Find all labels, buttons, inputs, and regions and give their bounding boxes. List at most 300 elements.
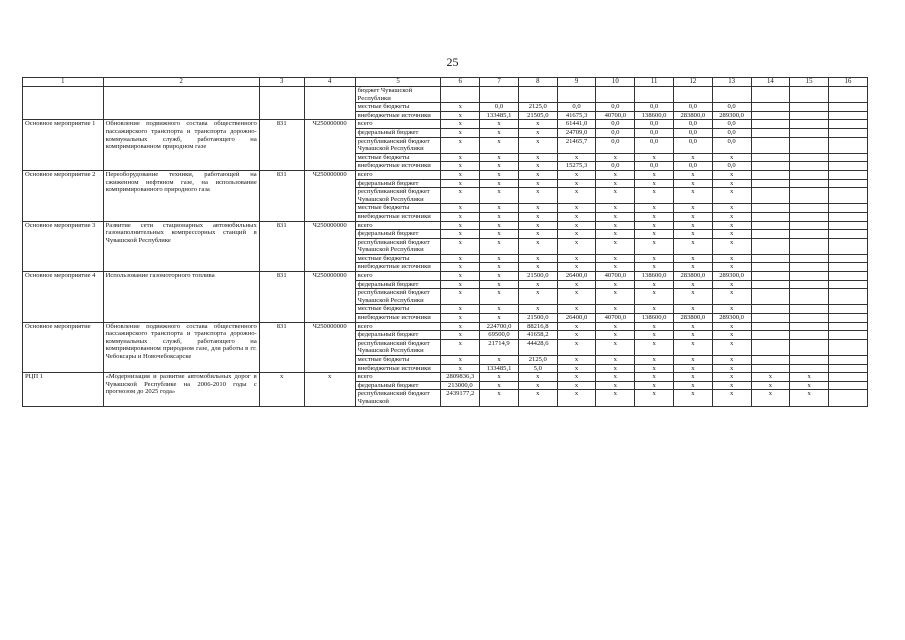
amount-cell: 61441,0 xyxy=(557,120,596,129)
amount-cell: 41658,2 xyxy=(518,331,557,340)
amount-cell: х xyxy=(441,238,480,254)
amount-cell xyxy=(751,153,790,162)
amount-cell xyxy=(829,188,868,204)
amount-cell: 40700,0 xyxy=(596,272,635,281)
funding-source: внебюджетные источники xyxy=(355,111,441,120)
column-number: 9 xyxy=(557,78,596,87)
amount-cell: х xyxy=(635,170,674,179)
amount-cell: х xyxy=(635,305,674,314)
amount-cell: х xyxy=(480,238,519,254)
table-row xyxy=(23,272,868,281)
amount-cell xyxy=(751,263,790,272)
funding-source: местные бюджеты xyxy=(355,153,441,162)
amount-cell: х xyxy=(790,373,829,382)
amount-cell: х xyxy=(557,238,596,254)
amount-cell: х xyxy=(441,128,480,137)
amount-cell xyxy=(751,120,790,129)
amount-cell xyxy=(829,103,868,112)
amount-cell: х xyxy=(635,390,674,406)
amount-cell: х xyxy=(712,153,751,162)
column-number: 15 xyxy=(790,78,829,87)
amount-cell: х xyxy=(635,263,674,272)
amount-cell: х xyxy=(712,289,751,305)
amount-cell: х xyxy=(596,373,635,382)
amount-cell xyxy=(790,254,829,263)
amount-cell: х xyxy=(518,390,557,406)
amount-cell: х xyxy=(441,137,480,153)
funding-source: всего xyxy=(355,373,441,382)
amount-cell xyxy=(790,238,829,254)
funding-source: местные бюджеты xyxy=(355,254,441,263)
amount-cell: х xyxy=(480,305,519,314)
amount-cell: х xyxy=(673,170,712,179)
amount-cell: х xyxy=(596,153,635,162)
amount-cell: 2125,0 xyxy=(518,103,557,112)
amount-cell: х xyxy=(557,212,596,221)
amount-cell: х xyxy=(518,263,557,272)
amount-cell: 21500,0 xyxy=(518,314,557,323)
amount-cell: 133485,1 xyxy=(480,111,519,120)
funding-source: местные бюджеты xyxy=(355,356,441,365)
funding-source: всего xyxy=(355,120,441,129)
amount-cell: х xyxy=(441,289,480,305)
column-number: 4 xyxy=(304,78,355,87)
amount-cell xyxy=(829,322,868,331)
amount-cell: 0,0 xyxy=(596,120,635,129)
amount-cell: х xyxy=(557,322,596,331)
amount-cell: 0,0 xyxy=(673,128,712,137)
amount-cell xyxy=(790,120,829,129)
amount-cell: х xyxy=(712,170,751,179)
responsible-code xyxy=(259,87,304,120)
amount-cell xyxy=(790,111,829,120)
amount-cell xyxy=(790,356,829,365)
column-number: 6 xyxy=(441,78,480,87)
amount-cell xyxy=(829,390,868,406)
amount-cell xyxy=(829,179,868,188)
amount-cell xyxy=(829,263,868,272)
amount-cell: х xyxy=(480,272,519,281)
amount-cell: х xyxy=(673,305,712,314)
funding-source: федеральный бюджет xyxy=(355,230,441,239)
amount-cell: х xyxy=(635,364,674,373)
amount-cell: 2439177,2 xyxy=(441,390,480,406)
amount-cell: х xyxy=(480,314,519,323)
amount-cell xyxy=(829,305,868,314)
amount-cell: х xyxy=(518,137,557,153)
amount-cell xyxy=(673,87,712,103)
amount-cell xyxy=(790,280,829,289)
funding-source: республиканский бюджет Чувашской Республики xyxy=(355,188,441,204)
amount-cell: х xyxy=(712,390,751,406)
amount-cell xyxy=(751,188,790,204)
amount-cell: х xyxy=(712,331,751,340)
amount-cell: 21505,0 xyxy=(518,111,557,120)
amount-cell: 0,0 xyxy=(596,162,635,171)
amount-cell: х xyxy=(441,280,480,289)
amount-cell: х xyxy=(596,356,635,365)
amount-cell: 0,0 xyxy=(712,120,751,129)
amount-cell: х xyxy=(673,364,712,373)
amount-cell: х xyxy=(518,179,557,188)
amount-cell: 0,0 xyxy=(635,103,674,112)
amount-cell: 289300,0 xyxy=(712,272,751,281)
amount-cell: х xyxy=(596,331,635,340)
amount-cell: х xyxy=(480,137,519,153)
funding-source: республиканский бюджет Чувашской Республики xyxy=(355,238,441,254)
amount-cell xyxy=(751,289,790,305)
amount-cell xyxy=(441,87,480,103)
funding-source: всего xyxy=(355,221,441,230)
amount-cell: х xyxy=(673,230,712,239)
amount-cell xyxy=(790,87,829,103)
amount-cell: х xyxy=(480,356,519,365)
funding-source: внебюджетные источники xyxy=(355,162,441,171)
amount-cell xyxy=(829,128,868,137)
funding-source: внебюджетные источники xyxy=(355,212,441,221)
amount-cell xyxy=(829,254,868,263)
amount-cell xyxy=(829,111,868,120)
funding-source: внебюджетные источники xyxy=(355,364,441,373)
funding-source: местные бюджеты xyxy=(355,305,441,314)
amount-cell: х xyxy=(557,373,596,382)
amount-cell xyxy=(829,381,868,390)
amount-cell: х xyxy=(712,238,751,254)
column-number: 16 xyxy=(829,78,868,87)
measure-title xyxy=(103,87,259,120)
amount-cell: 138600,0 xyxy=(635,111,674,120)
amount-cell: 0,0 xyxy=(596,137,635,153)
amount-cell: х xyxy=(480,128,519,137)
amount-cell: х xyxy=(441,331,480,340)
measure-name xyxy=(23,87,104,120)
amount-cell: х xyxy=(712,356,751,365)
amount-cell xyxy=(829,238,868,254)
amount-cell xyxy=(829,221,868,230)
amount-cell: х xyxy=(441,188,480,204)
amount-cell: х xyxy=(673,280,712,289)
measure-name: Основное мероприятие 1 xyxy=(23,120,104,171)
amount-cell: х xyxy=(441,364,480,373)
amount-cell: х xyxy=(518,254,557,263)
amount-cell: х xyxy=(596,263,635,272)
amount-cell: х xyxy=(673,356,712,365)
table-row xyxy=(23,87,868,103)
program-code: х xyxy=(304,373,355,406)
amount-cell: 69500,0 xyxy=(480,331,519,340)
amount-cell: х xyxy=(790,381,829,390)
amount-cell: х xyxy=(441,356,480,365)
amount-cell: 283800,0 xyxy=(673,111,712,120)
amount-cell xyxy=(751,128,790,137)
amount-cell: х xyxy=(518,128,557,137)
amount-cell: х xyxy=(480,289,519,305)
column-number: 13 xyxy=(712,78,751,87)
amount-cell: х xyxy=(635,289,674,305)
program-code: Ч250000000 xyxy=(304,170,355,221)
amount-cell: х xyxy=(480,230,519,239)
amount-cell: х xyxy=(712,339,751,355)
measure-name: Основное мероприятие 4 xyxy=(23,272,104,323)
amount-cell xyxy=(829,364,868,373)
amount-cell: х xyxy=(518,204,557,213)
amount-cell: х xyxy=(480,381,519,390)
amount-cell: х xyxy=(441,103,480,112)
amount-cell xyxy=(751,254,790,263)
amount-cell: х xyxy=(712,254,751,263)
amount-cell xyxy=(751,212,790,221)
amount-cell: х xyxy=(480,280,519,289)
amount-cell: 2125,0 xyxy=(518,356,557,365)
program-code xyxy=(304,87,355,120)
amount-cell xyxy=(829,280,868,289)
amount-cell: х xyxy=(480,373,519,382)
amount-cell: 289300,0 xyxy=(712,111,751,120)
amount-cell: х xyxy=(557,356,596,365)
amount-cell: х xyxy=(441,170,480,179)
amount-cell: х xyxy=(518,212,557,221)
amount-cell: х xyxy=(518,230,557,239)
amount-cell: х xyxy=(673,263,712,272)
amount-cell: 0,0 xyxy=(673,137,712,153)
amount-cell xyxy=(751,272,790,281)
amount-cell xyxy=(751,280,790,289)
amount-cell: х xyxy=(673,238,712,254)
amount-cell: х xyxy=(635,179,674,188)
amount-cell xyxy=(790,221,829,230)
amount-cell: 289300,0 xyxy=(712,314,751,323)
amount-cell: х xyxy=(596,305,635,314)
column-number: 11 xyxy=(635,78,674,87)
amount-cell: х xyxy=(635,373,674,382)
amount-cell: х xyxy=(673,188,712,204)
amount-cell: 0,0 xyxy=(635,162,674,171)
amount-cell: х xyxy=(518,120,557,129)
amount-cell: х xyxy=(635,331,674,340)
amount-cell: 44428,6 xyxy=(518,339,557,355)
amount-cell: х xyxy=(557,280,596,289)
amount-cell: х xyxy=(635,238,674,254)
funding-source: всего xyxy=(355,322,441,331)
amount-cell: х xyxy=(596,364,635,373)
amount-cell xyxy=(790,305,829,314)
amount-cell: 88216,8 xyxy=(518,322,557,331)
measure-title: Обновление подвижного состава общественного пассажирского транспорта и транспорта дорожно-коммунальных служб, работающего на компримированном природном газе, для работы в гг. Чебоксары и Новочебоксарске xyxy=(103,322,259,373)
amount-cell: 40700,0 xyxy=(596,111,635,120)
amount-cell: х xyxy=(712,230,751,239)
amount-cell: х xyxy=(712,280,751,289)
amount-cell: х xyxy=(673,204,712,213)
amount-cell: х xyxy=(557,364,596,373)
amount-cell: 283800,0 xyxy=(673,314,712,323)
amount-cell: х xyxy=(518,305,557,314)
amount-cell: х xyxy=(480,162,519,171)
amount-cell: х xyxy=(673,221,712,230)
amount-cell xyxy=(751,322,790,331)
column-number: 1 xyxy=(23,78,104,87)
funding-source: федеральный бюджет xyxy=(355,381,441,390)
amount-cell: х xyxy=(712,373,751,382)
amount-cell: 21500,0 xyxy=(518,272,557,281)
amount-cell: х xyxy=(673,289,712,305)
table-row xyxy=(23,170,868,179)
amount-cell: х xyxy=(480,170,519,179)
amount-cell xyxy=(829,87,868,103)
amount-cell xyxy=(790,272,829,281)
amount-cell: х xyxy=(557,188,596,204)
amount-cell: х xyxy=(441,339,480,355)
amount-cell: х xyxy=(635,322,674,331)
amount-cell xyxy=(751,305,790,314)
amount-cell xyxy=(829,162,868,171)
amount-cell xyxy=(751,221,790,230)
table-row xyxy=(23,221,868,230)
amount-cell xyxy=(829,170,868,179)
amount-cell: х xyxy=(673,179,712,188)
amount-cell: х xyxy=(712,179,751,188)
amount-cell: х xyxy=(557,305,596,314)
measure-title: «Модернизация и развитие автомобильных дорог в Чувашской Республике на 2006‑2010 годы с прогнозом до 2025 года» xyxy=(103,373,259,406)
amount-cell: х xyxy=(751,390,790,406)
amount-cell: х xyxy=(480,263,519,272)
amount-cell: х xyxy=(480,212,519,221)
amount-cell: х xyxy=(518,162,557,171)
amount-cell xyxy=(790,263,829,272)
amount-cell: х xyxy=(596,254,635,263)
amount-cell: х xyxy=(596,170,635,179)
funding-source: республиканский бюджет Чувашской xyxy=(355,390,441,406)
amount-cell xyxy=(790,103,829,112)
amount-cell: х xyxy=(596,322,635,331)
measure-title: Использование газомоторного топлива xyxy=(103,272,259,323)
amount-cell: х xyxy=(635,221,674,230)
amount-cell: х xyxy=(673,339,712,355)
amount-cell: х xyxy=(596,179,635,188)
amount-cell: 40700,0 xyxy=(596,314,635,323)
amount-cell: х xyxy=(712,263,751,272)
amount-cell xyxy=(829,212,868,221)
amount-cell: х xyxy=(596,221,635,230)
program-code: Ч250000000 xyxy=(304,272,355,323)
amount-cell: 0,0 xyxy=(712,137,751,153)
program-code: Ч250000000 xyxy=(304,221,355,272)
amount-cell xyxy=(790,188,829,204)
amount-cell: х xyxy=(518,153,557,162)
amount-cell: 21714,9 xyxy=(480,339,519,355)
amount-cell: х xyxy=(518,289,557,305)
amount-cell: х xyxy=(441,322,480,331)
amount-cell xyxy=(751,339,790,355)
amount-cell: х xyxy=(480,254,519,263)
funding-source: местные бюджеты xyxy=(355,204,441,213)
funding-source: республиканский бюджет Чувашской Республики xyxy=(355,339,441,355)
amount-cell: 24709,0 xyxy=(557,128,596,137)
amount-cell xyxy=(751,170,790,179)
amount-cell: х xyxy=(635,254,674,263)
amount-cell: х xyxy=(673,212,712,221)
page-number: 25 xyxy=(446,55,459,69)
amount-cell: х xyxy=(596,289,635,305)
amount-cell: х xyxy=(635,153,674,162)
measure-title: Обновление подвижного состава общественного пассажирского транспорта и транспорта дорожно-коммунальных служб, работающего на компримированном природном газе xyxy=(103,120,259,171)
amount-cell: х xyxy=(712,212,751,221)
amount-cell: 0,0 xyxy=(480,103,519,112)
amount-cell: х xyxy=(557,254,596,263)
amount-cell: х xyxy=(635,356,674,365)
amount-cell xyxy=(790,153,829,162)
amount-cell xyxy=(829,272,868,281)
amount-cell: х xyxy=(790,390,829,406)
amount-cell xyxy=(790,314,829,323)
amount-cell xyxy=(751,111,790,120)
amount-cell: х xyxy=(673,153,712,162)
amount-cell: х xyxy=(557,221,596,230)
amount-cell: х xyxy=(596,390,635,406)
amount-cell xyxy=(751,87,790,103)
amount-cell xyxy=(829,153,868,162)
amount-cell xyxy=(829,356,868,365)
amount-cell: 0,0 xyxy=(596,103,635,112)
amount-cell xyxy=(751,137,790,153)
amount-cell xyxy=(829,339,868,355)
column-number: 3 xyxy=(259,78,304,87)
amount-cell: х xyxy=(557,153,596,162)
funding-source: внебюджетные источники xyxy=(355,263,441,272)
amount-cell: х xyxy=(673,254,712,263)
amount-cell: х xyxy=(712,204,751,213)
amount-cell: 138600,0 xyxy=(635,314,674,323)
amount-cell xyxy=(635,87,674,103)
amount-cell: х xyxy=(518,221,557,230)
amount-cell xyxy=(790,289,829,305)
amount-cell: х xyxy=(518,170,557,179)
amount-cell: х xyxy=(712,364,751,373)
funding-source: федеральный бюджет xyxy=(355,128,441,137)
amount-cell: х xyxy=(596,381,635,390)
amount-cell: х xyxy=(673,322,712,331)
table-row xyxy=(23,373,868,382)
amount-cell: х xyxy=(480,153,519,162)
amount-cell xyxy=(596,87,635,103)
amount-cell: 0,0 xyxy=(557,103,596,112)
amount-cell: 26400,0 xyxy=(557,314,596,323)
amount-cell: х xyxy=(557,289,596,305)
amount-cell: 5,0 xyxy=(518,364,557,373)
table-row xyxy=(23,322,868,331)
amount-cell: х xyxy=(712,322,751,331)
amount-cell: х xyxy=(480,188,519,204)
funding-source: федеральный бюджет xyxy=(355,179,441,188)
amount-cell xyxy=(751,162,790,171)
measure-title: Развитие сети стационарных автомобильных газонаполнительных компрессорных станций в Чувашской Республике xyxy=(103,221,259,272)
amount-cell: х xyxy=(673,381,712,390)
amount-cell xyxy=(751,230,790,239)
amount-cell: 133485,1 xyxy=(480,364,519,373)
amount-cell: 138600,0 xyxy=(635,272,674,281)
amount-cell: х xyxy=(557,339,596,355)
amount-cell: 0,0 xyxy=(673,162,712,171)
measure-title: Переоборудование техники, работающей на сжиженном нефтяном газе, на использование компримированного природного газа xyxy=(103,170,259,221)
amount-cell: х xyxy=(441,272,480,281)
amount-cell: х xyxy=(557,179,596,188)
budget-table xyxy=(22,77,868,407)
amount-cell xyxy=(790,170,829,179)
measure-name: Основное мероприятие 3 xyxy=(23,221,104,272)
amount-cell: х xyxy=(441,305,480,314)
responsible-code: х xyxy=(259,373,304,406)
amount-cell: х xyxy=(441,221,480,230)
amount-cell xyxy=(557,87,596,103)
